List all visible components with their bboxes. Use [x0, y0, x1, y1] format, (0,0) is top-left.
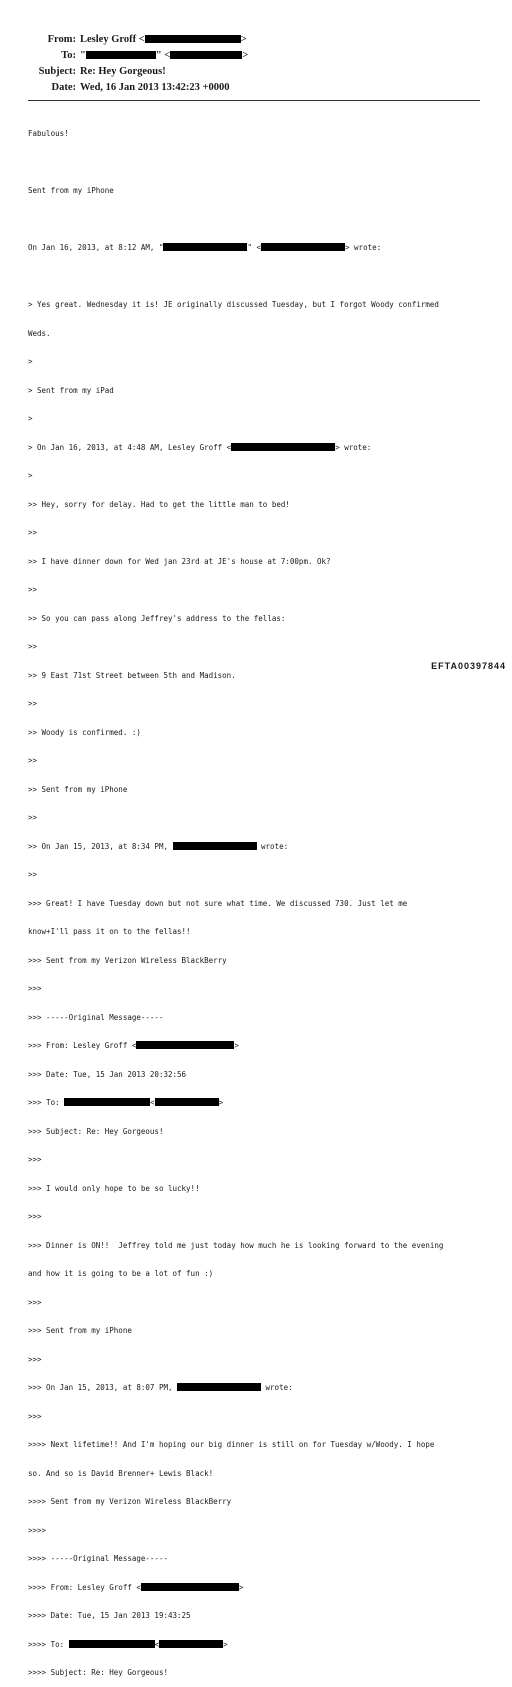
body-line: >> [28, 585, 38, 594]
subject-label: Subject: [38, 66, 76, 77]
redaction-box [163, 243, 247, 251]
body-line: >>> [28, 1155, 42, 1164]
body-line: >> [28, 813, 38, 822]
from-row: From: Lesley Groff < > [47, 34, 247, 45]
email-header [0, 34, 512, 98]
from-value: Lesley Groff < [80, 34, 145, 45]
redaction-box [145, 35, 241, 43]
body-line: >>> [28, 1354, 42, 1364]
body-line: Fabulous! [28, 129, 69, 138]
body-line: >>> Sent from my iPhone [28, 1326, 132, 1335]
body-line: >>> [28, 1411, 42, 1421]
to-row: To: " " < > [61, 50, 249, 61]
header-divider [28, 100, 480, 101]
body-line: >>>> Date: Tue, 15 Jan 2013 19:43:25 [28, 1611, 191, 1620]
body-line: >>> -----Original Message----- [28, 1012, 164, 1022]
body-line: >>> Sent from my Verizon Wireless BlackBerry [28, 955, 227, 965]
body-line: >>> To: < > [28, 1098, 224, 1107]
body-line: >>> Great! I have Tuesday down but not sure what time. We discussed 730. Just let me [28, 898, 408, 908]
body-line: >>>> From: Lesley Groff < > [28, 1582, 244, 1592]
body-line: >> Hey, sorry for delay. Had to get the little man to bed! [28, 499, 290, 509]
body-line: >> [28, 699, 38, 708]
body-line: >>>> -----Original Message----- [28, 1554, 168, 1563]
body-line: >> [28, 642, 38, 651]
body-line: >>> [28, 1212, 42, 1221]
body-line: > Sent from my iPad [28, 385, 114, 395]
body-line: >>>> To: < > [28, 1639, 228, 1649]
body-line: Sent from my iPhone [28, 186, 114, 195]
redaction-box [261, 243, 345, 251]
redaction-box [69, 1640, 155, 1648]
body-line: >> I have dinner down for Wed jan 23rd at JE's house at 7:00pm. Ok? [28, 556, 331, 566]
bates-number: EFTA00397844 [431, 661, 506, 671]
body-line: >> [28, 870, 38, 879]
redaction-box [64, 1098, 150, 1106]
body-line: > Yes great. Wednesday it is! JE originally discussed Tuesday, but I forgot Woody confirmed [28, 300, 439, 309]
subject-value: Re: Hey Gorgeous! [80, 66, 166, 77]
body-line: > On Jan 16, 2013, at 4:48 AM, Lesley Groff < > wrote: [28, 442, 372, 452]
redaction-box [170, 51, 242, 59]
redaction-box [231, 443, 335, 451]
body-line: >>> I would only hope to be so lucky!! [28, 1183, 200, 1193]
date-value: Wed, 16 Jan 2013 13:42:23 +0000 [80, 82, 230, 93]
to-label: To: [61, 50, 76, 61]
body-line: >> Sent from my iPhone [28, 784, 128, 794]
body-line: >>> [28, 984, 42, 993]
body-line: >>>> Subject: Re: Hey Gorgeous! [28, 1668, 168, 1677]
date-label: Date: [51, 82, 76, 93]
body-line: so. And so is David Brenner+ Lewis Black! [28, 1468, 214, 1478]
redaction-box [159, 1640, 223, 1648]
date-row [0, 82, 512, 98]
body-line: know+I'll pass it on to the fellas!! [28, 927, 191, 936]
body-line: >>> Subject: Re: Hey Gorgeous! [28, 1126, 164, 1136]
body-line: >>> Date: Tue, 15 Jan 2013 20:32:56 [28, 1069, 187, 1079]
body-line: >>>> Sent from my Verizon Wireless BlackBerry [28, 1497, 232, 1506]
body-line: >>> From: Lesley Groff < > [28, 1041, 239, 1050]
body-line: On Jan 16, 2013, at 8:12 AM, " " < > wrote: [28, 243, 382, 252]
redaction-box [86, 51, 156, 59]
body-line: >>> Dinner is ON!! Jeffrey told me just today how much he is looking forward to the evening [28, 1240, 444, 1250]
subject-row [0, 66, 512, 82]
redaction-box [155, 1098, 219, 1106]
redaction-box [173, 842, 257, 850]
body-line: > [28, 471, 33, 480]
body-line: > [28, 414, 33, 423]
body-line: > [28, 357, 33, 366]
body-line: Weds. [28, 328, 51, 338]
redaction-box [141, 1583, 239, 1591]
body-line: >> So you can pass along Jeffrey's address to the fellas: [28, 613, 286, 623]
redaction-box [177, 1383, 261, 1391]
body-line: and how it is going to be a lot of fun :) [28, 1269, 214, 1278]
body-line: >> [28, 528, 38, 537]
body-line: >>> [28, 1297, 42, 1307]
body-line: >> [28, 756, 38, 765]
body-line: >> 9 East 71st Street between 5th and Madison. [28, 670, 236, 680]
body-line: >> On Jan 15, 2013, at 8:34 PM, wrote: [28, 841, 289, 851]
from-label: From: [47, 34, 76, 45]
email-body [28, 110, 498, 1687]
body-line: >>>> [28, 1525, 47, 1535]
body-line: >> Woody is confirmed. :) [28, 727, 141, 737]
body-line: >>> On Jan 15, 2013, at 8:07 PM, wrote: [28, 1383, 293, 1392]
redaction-box [136, 1041, 234, 1049]
body-line: >>>> Next lifetime!! And I'm hoping our big dinner is still on for Tuesday w/Woody. I hope [28, 1440, 435, 1449]
